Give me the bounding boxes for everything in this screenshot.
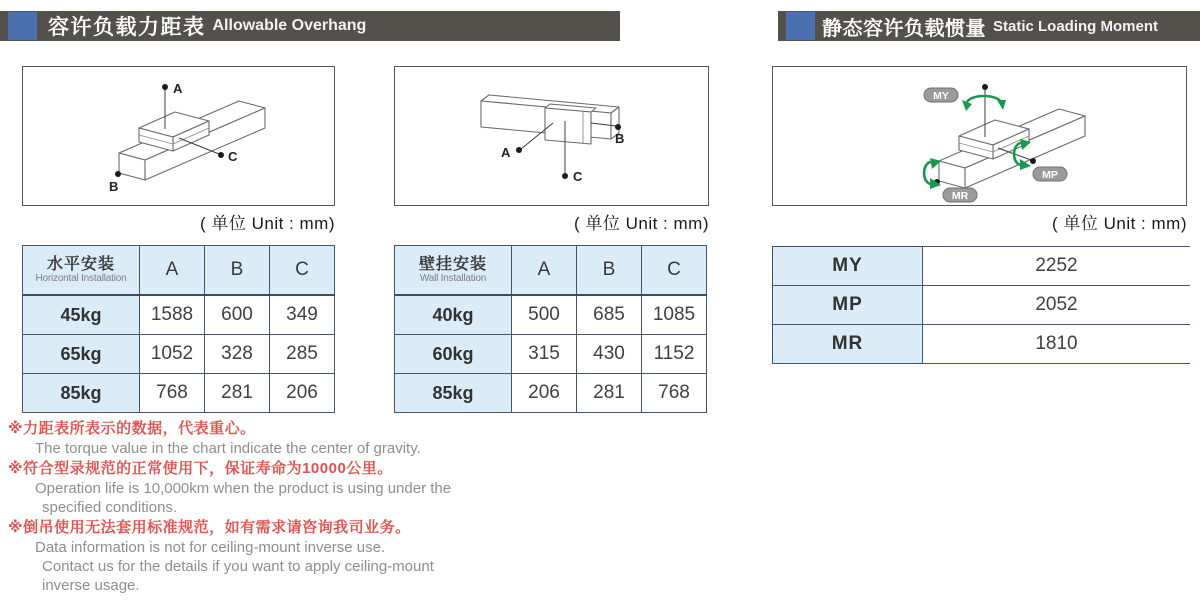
install-type-zh: 水平安装 — [46, 255, 115, 273]
table-row — [23, 295, 335, 335]
unit-label: ( 单位 Unit : mm) — [574, 214, 709, 233]
rail-isometric-drawing — [23, 67, 334, 205]
blue-accent-square — [8, 12, 37, 40]
my-badge-label: MY — [933, 90, 949, 102]
install-type-en: Horizontal Installation — [35, 272, 127, 284]
install-type-header — [395, 246, 512, 296]
col-header-a: A — [512, 246, 577, 296]
point-b-label: B — [615, 131, 625, 146]
static-moment-table — [772, 246, 1190, 364]
value-b: 685 — [577, 295, 642, 335]
section-title-en: Allowable Overhang — [212, 17, 367, 34]
my-axis-dot — [982, 84, 988, 90]
footnotes — [8, 418, 488, 595]
point-c-label: C — [228, 149, 238, 164]
value-b: 600 — [205, 295, 270, 335]
value-a: 1052 — [140, 335, 205, 374]
note-en: The torque value in the chart indicate the center of gravity. — [35, 440, 421, 457]
section-title-en: Static Loading Moment — [993, 17, 1158, 35]
col-header-b: B — [577, 246, 642, 296]
point-b-dot — [615, 124, 621, 130]
value-a: 1588 — [140, 295, 205, 335]
rail-wall-drawing — [395, 67, 708, 205]
table-row — [23, 374, 335, 413]
moment-value: 2252 — [923, 247, 1191, 286]
mr-badge-label: MR — [951, 190, 969, 202]
moment-value: 1810 — [923, 325, 1191, 364]
value-c: 206 — [270, 374, 335, 413]
value-b: 281 — [205, 374, 270, 413]
my-rotation-arrow — [967, 96, 1001, 103]
note-en: Operation life is 10,000km when the product is using under the — [35, 480, 452, 497]
point-a-dot — [162, 84, 168, 90]
my-arrowhead — [997, 100, 1006, 110]
install-type-zh: 壁挂安装 — [418, 255, 487, 273]
value-c: 768 — [642, 374, 707, 413]
diagram-wall-overhang — [394, 66, 709, 206]
section-title-zh: 静态容许负载惯量 — [822, 17, 986, 40]
value-c: 285 — [270, 335, 335, 374]
value-c: 1152 — [642, 335, 707, 374]
note-en: inverse usage. — [42, 577, 140, 594]
col-header-a: A — [140, 246, 205, 296]
load-cell: 65kg — [23, 335, 140, 374]
moment-label: MR — [773, 325, 923, 364]
value-b: 430 — [577, 335, 642, 374]
moment-drawing — [773, 67, 1186, 205]
wall-installation-table — [394, 245, 707, 413]
point-a-label: A — [173, 81, 183, 96]
value-b: 281 — [577, 374, 642, 413]
moment-label: MP — [773, 286, 923, 325]
table-row — [395, 295, 707, 335]
note-en: Contact us for the details if you want to apply ceiling-mount — [42, 558, 434, 575]
table-row — [773, 247, 1191, 286]
mp-badge-label: MP — [1042, 169, 1058, 181]
slider-front-face — [545, 108, 591, 144]
table-row — [23, 335, 335, 374]
load-cell: 45kg — [23, 295, 140, 335]
point-b-label: B — [109, 179, 119, 194]
value-a: 768 — [140, 374, 205, 413]
section-header-moment — [778, 11, 1200, 41]
table-row — [395, 335, 707, 374]
col-header-c: C — [642, 246, 707, 296]
col-header-c: C — [270, 246, 335, 296]
diagram-horizontal-overhang — [22, 66, 335, 206]
section-header-overhang — [0, 11, 620, 41]
horizontal-installation-table — [22, 245, 335, 413]
moment-label: MY — [773, 247, 923, 286]
unit-label: ( 单位 Unit : mm) — [1052, 214, 1187, 233]
load-cell: 60kg — [395, 335, 512, 374]
blue-accent-square — [786, 12, 815, 40]
value-c: 1085 — [642, 295, 707, 335]
value-a: 206 — [512, 374, 577, 413]
moment-value: 2052 — [923, 286, 1191, 325]
point-c-label: C — [573, 169, 583, 184]
unit-label: ( 单位 Unit : mm) — [200, 214, 335, 233]
point-b-dot — [115, 171, 121, 177]
load-cell: 40kg — [395, 295, 512, 335]
note-en: specified conditions. — [42, 499, 178, 516]
table-row — [395, 374, 707, 413]
point-a-dot — [516, 147, 522, 153]
install-type-header — [23, 246, 140, 296]
note-zh: ※符合型录规范的正常使用下，保证寿命为10000公里。 — [8, 460, 393, 477]
point-a-label: A — [501, 145, 511, 160]
table-header-row — [23, 246, 335, 296]
note-zh: ※倒吊使用无法套用标准规范，如有需求请咨询我司业务。 — [8, 519, 411, 536]
value-a: 500 — [512, 295, 577, 335]
diagram-static-moment — [772, 66, 1187, 206]
value-b: 328 — [205, 335, 270, 374]
mp-axis-dot — [1030, 158, 1036, 164]
load-cell: 85kg — [23, 374, 140, 413]
section-title-zh: 容许负载力距表 — [48, 16, 206, 39]
point-c-dot — [218, 152, 224, 158]
note-en: Data information is not for ceiling-mount inverse use. — [35, 539, 386, 556]
table-header-row — [395, 246, 707, 296]
table-row — [773, 325, 1191, 364]
col-header-b: B — [205, 246, 270, 296]
value-c: 349 — [270, 295, 335, 335]
install-type-en: Wall Installation — [419, 272, 487, 284]
value-a: 315 — [512, 335, 577, 374]
note-zh: ※力距表所表示的数据，代表重心。 — [8, 420, 256, 437]
table-row — [773, 286, 1191, 325]
point-c-dot — [562, 173, 568, 179]
load-cell: 85kg — [395, 374, 512, 413]
